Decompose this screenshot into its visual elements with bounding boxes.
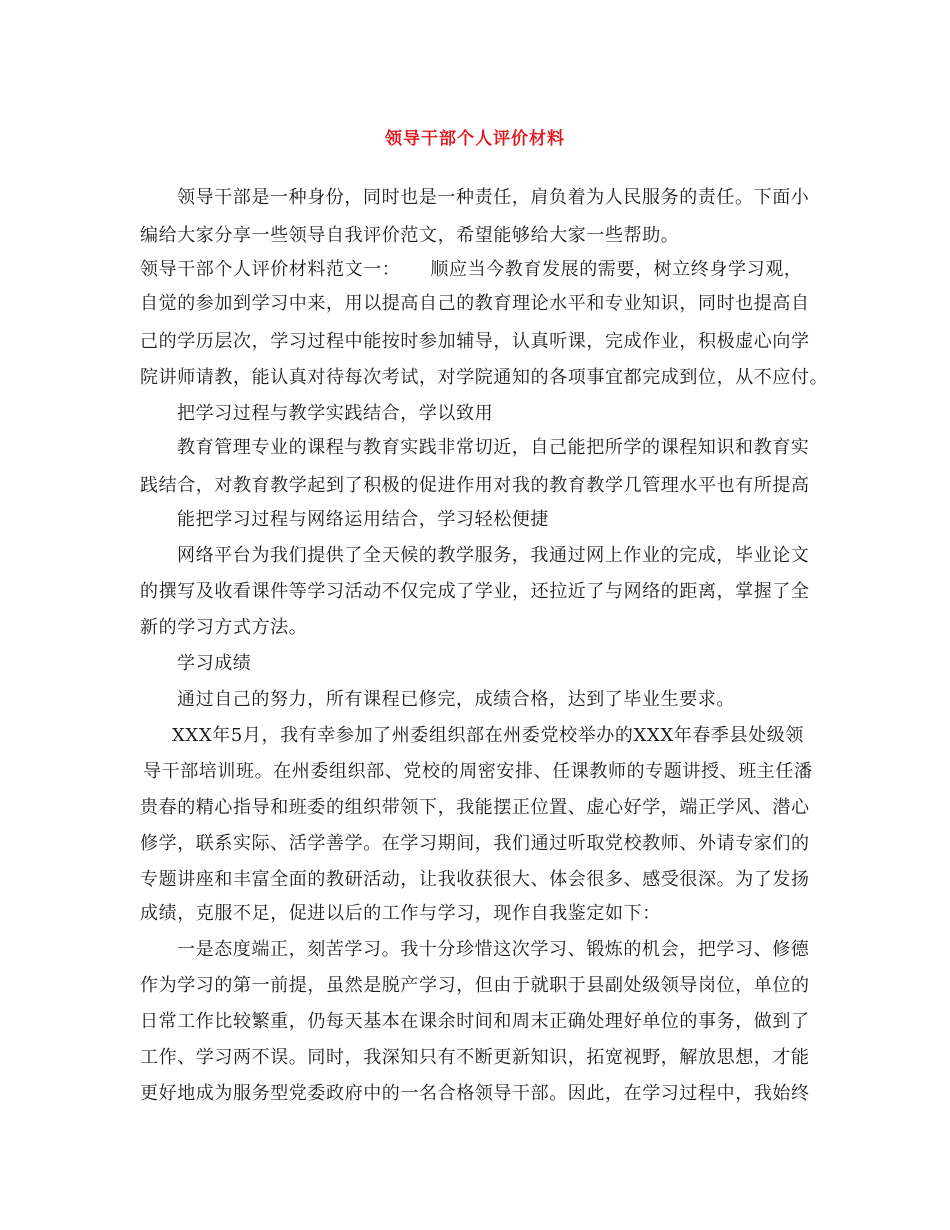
paragraph-line: 学习成绩 (177, 653, 252, 674)
paragraph-line: 能把学习过程与网络运用结合，学习轻松便捷 (177, 509, 549, 530)
paragraph-line: 院讲师请教，能认真对待每次考试，对学院通知的各项事宜都完成到位，从不应付。 (140, 367, 829, 388)
paragraph-line: 新的学习方式方法。 (140, 617, 308, 638)
paragraph-line: 修学，联系实际、活学善学。在学习期间，我们通过听取党校教师、外请专家们的 (140, 833, 810, 854)
paragraph-line: 自觉的参加到学习中来，用以提高自己的教育理论水平和专业知识，同时也提高自 (140, 293, 810, 314)
paragraph-line: 己的学历层次，学习过程中能按时参加辅导，认真听课，完成作业，积极虚心向学 (140, 331, 810, 352)
paragraph-line: 把学习过程与教学实践结合，学以致用 (177, 403, 494, 424)
paragraph-line: 一是态度端正，刻苦学习。我十分珍惜这次学习、锻炼的机会，把学习、修德 (177, 939, 810, 960)
section-heading: 领导干部个人评价材料范文一： (140, 259, 401, 280)
paragraph-line: XXX年5月，我有幸参加了州委组织部在州委党校举办的XXX年春季县处级领 (172, 725, 804, 746)
paragraph-line: 导干部培训班。在州委组织部、党校的周密安排、任课教师的专题讲授、班主任潘 (143, 761, 813, 782)
document-title: 领导干部个人评价材料 (385, 129, 565, 149)
paragraph-line: 践结合，对教育教学起到了积极的促进作用对我的教育教学几管理水平也有所提高 (140, 475, 810, 496)
paragraph-line: 工作、学习两不误。同时，我深知只有不断更新知识，拓宽视野，解放思想，才能 (140, 1047, 810, 1068)
paragraph-line: 日常工作比较繁重，仍每天基本在课余时间和周末正确处理好单位的事务，做到了 (140, 1011, 810, 1032)
paragraph-line: 更好地成为服务型党委政府中的一名合格领导干部。因此，在学习过程中，我始终 (140, 1083, 810, 1104)
paragraph-line: 编给大家分享一些领导自我评价范文，希望能够给大家一些帮助。 (140, 225, 680, 246)
paragraph-line: 作为学习的第一前提，虽然是脱产学习，但由于就职于县副处级领导岗位，单位的 (140, 975, 810, 996)
paragraph-line: 专题讲座和丰富全面的教研活动，让我收获很大、体会很多、感受很深。为了发扬 (140, 869, 810, 890)
paragraph-text: 顺应当今教育发展的需要，树立终身学习观， (430, 259, 803, 280)
paragraph-line: 领导干部是一种身份，同时也是一种责任，肩负着为人民服务的责任。下面小 (177, 187, 810, 208)
paragraph-line: 贵春的精心指导和班委的组织带领下，我能摆正位置、虚心好学，端正学风、潜心 (140, 797, 810, 818)
paragraph-line: 网络平台为我们提供了全天候的教学服务，我通过网上作业的完成，毕业论文 (177, 545, 810, 566)
paragraph-line: 的撰写及收看课件等学习活动不仅完成了学业，还拉近了与网络的距离，掌握了全 (140, 581, 810, 602)
paragraph-line (140, 258, 802, 282)
paragraph-line: 成绩，克服不足，促进以后的工作与学习，现作自我鉴定如下： (140, 903, 661, 924)
paragraph-line: 教育管理专业的课程与教育实践非常切近，自己能把所学的课程知识和教育实 (177, 437, 810, 458)
paragraph-line: 通过自己的努力，所有课程已修完，成绩合格，达到了毕业生要求。 (177, 689, 735, 710)
